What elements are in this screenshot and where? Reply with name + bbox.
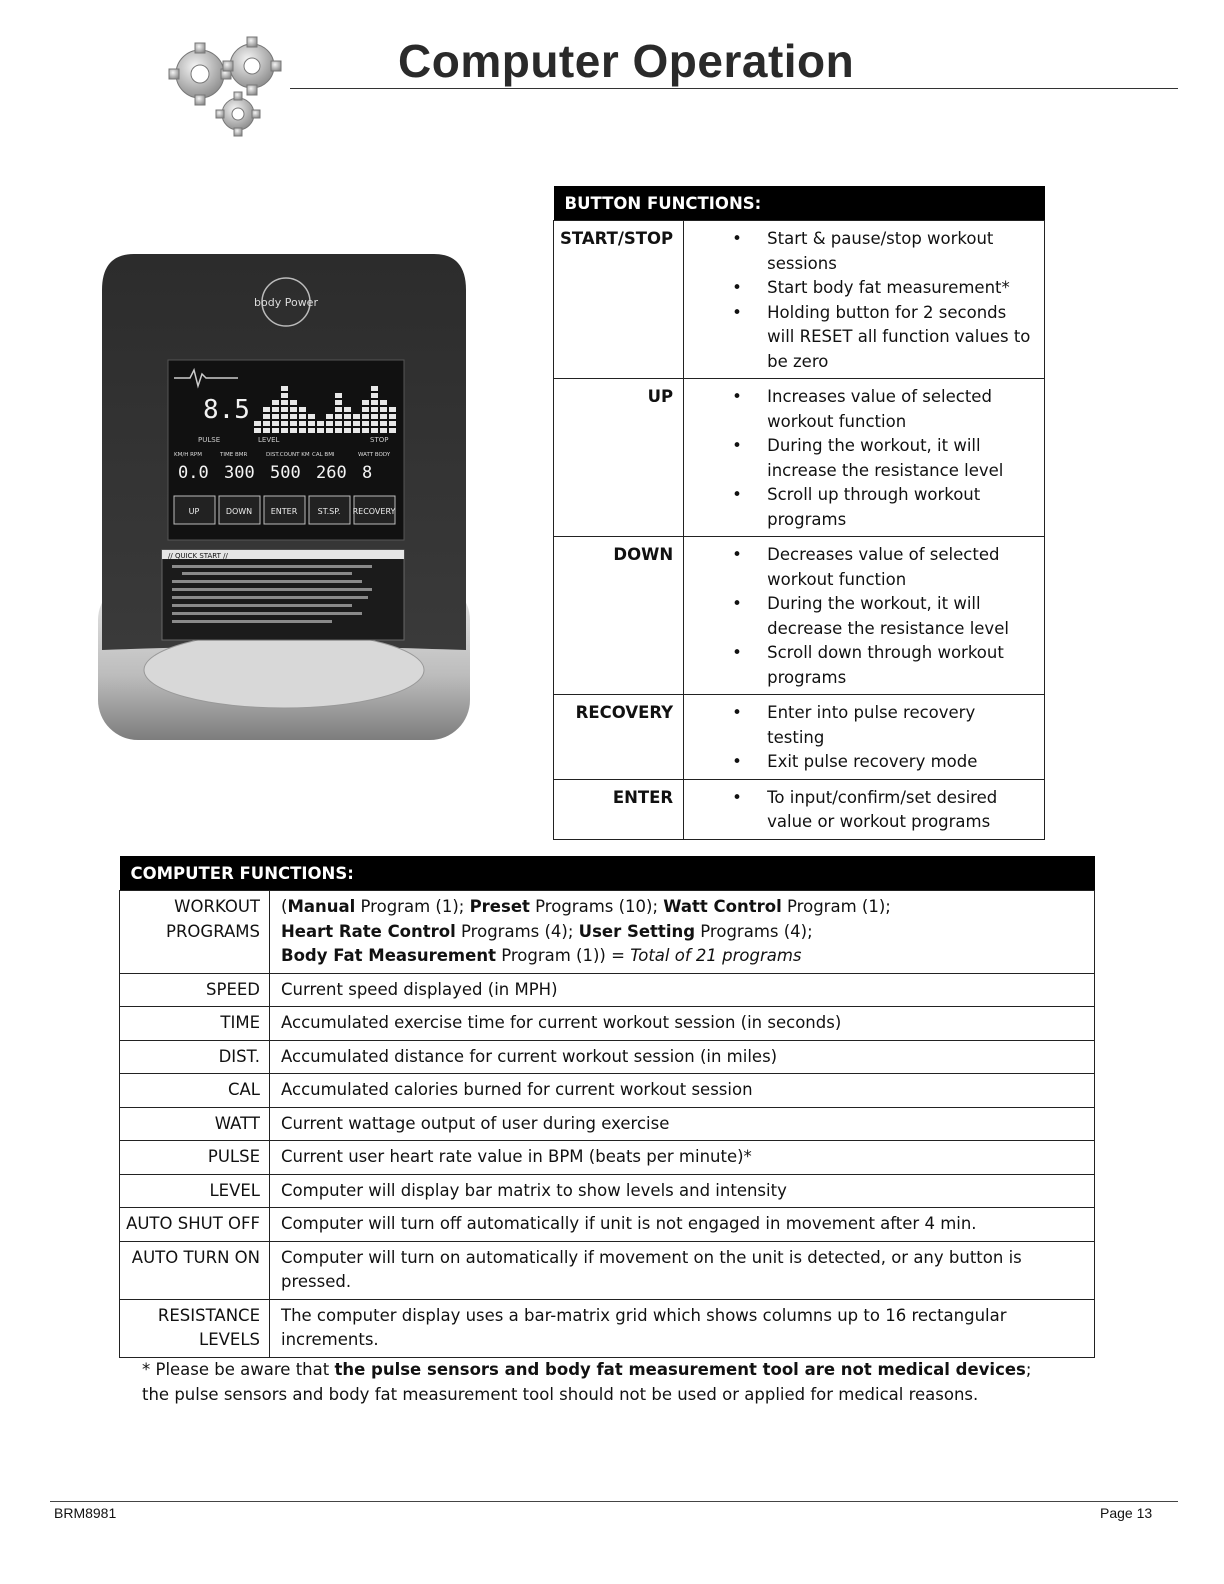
page-title: Computer Operation: [398, 35, 855, 87]
table-row: [120, 1074, 1095, 1108]
bullet-list: [684, 227, 1036, 374]
console-image: [98, 250, 470, 740]
bullet-icon: •: [732, 594, 742, 613]
quick-start-label: // QUICK START //: [168, 552, 228, 560]
function-name: TIME: [120, 1007, 270, 1041]
console-button-label: ENTER: [270, 507, 298, 516]
function-name: RESISTANCE LEVELS: [120, 1299, 270, 1357]
list-item-text: Enter into pulse recovery testing: [767, 703, 976, 747]
console-button-label: RECOVERY: [352, 507, 396, 516]
level-bar-segment: [254, 428, 261, 433]
lcd-readout: 300: [224, 463, 255, 483]
level-bar-segment: [290, 400, 297, 405]
level-bar-segment: [335, 428, 342, 433]
level-bar-segment: [299, 421, 306, 426]
gear-icon: [169, 37, 281, 136]
bullet-list: [684, 543, 1036, 690]
function-description: (Manual Program (1); Preset Programs (10); Watt Control Program (1); Heart Rate Control Programs (4); User Setting Programs (4); Body Fat Measurement Program (1)) = Total of 21 programs: [270, 891, 1095, 974]
level-bar-segment: [389, 428, 396, 433]
level-bar-segment: [281, 421, 288, 426]
list-item: [684, 385, 1036, 434]
level-bar-segment: [371, 421, 378, 426]
level-bar-segment: [326, 414, 333, 419]
bullet-list: [684, 786, 1036, 835]
level-bar-segment: [371, 400, 378, 405]
level-bar-segment: [389, 414, 396, 419]
gears-logo: [160, 22, 290, 142]
level-bar-segment: [272, 421, 279, 426]
button-functions-table: [553, 186, 1045, 840]
function-name: SPEED: [120, 973, 270, 1007]
function-description: Accumulated calories burned for current workout session: [270, 1074, 1095, 1108]
button-name: START/STOP: [554, 221, 684, 379]
level-bar-segment: [389, 407, 396, 412]
bullet-icon: •: [732, 278, 742, 297]
list-item-text: Increases value of selected workout function: [767, 387, 992, 431]
level-bar-segment: [380, 428, 387, 433]
console-button-label: DOWN: [225, 507, 253, 516]
list-item-text: Scroll down through workout programs: [767, 643, 1004, 687]
list-item: [684, 276, 1036, 301]
button-name: DOWN: [554, 537, 684, 695]
bullet-icon: •: [732, 752, 742, 771]
level-bar-segment: [326, 421, 333, 426]
table-row: [120, 1141, 1095, 1175]
function-description: Current speed displayed (in MPH): [270, 973, 1095, 1007]
bullet-list: [684, 385, 1036, 532]
button-functions-heading: BUTTON FUNCTIONS:: [554, 186, 1045, 221]
level-bar-segment: [335, 407, 342, 412]
list-item: [684, 750, 1036, 775]
table-row: [554, 695, 1045, 780]
level-bar-segment: [362, 428, 369, 433]
level-bar-segment: [353, 428, 360, 433]
level-bar-segment: [281, 407, 288, 412]
level-bar-segment: [263, 421, 270, 426]
bullet-icon: •: [732, 229, 742, 248]
function-description: Current user heart rate value in BPM (beats per minute)*: [270, 1141, 1095, 1175]
console-button-label: UP: [188, 507, 200, 516]
page-number: Page 13: [1100, 1505, 1153, 1521]
function-description: Computer will turn on automatically if movement on the unit is detected, or any button is pressed.: [270, 1241, 1095, 1299]
button-description: [684, 221, 1045, 379]
table-row: [120, 973, 1095, 1007]
lcd-label-pulse: PULSE: [198, 436, 221, 444]
console-handle: [144, 632, 424, 708]
bullet-icon: •: [732, 787, 742, 807]
list-item-text: During the workout, it will increase the resistance level: [767, 436, 1004, 480]
function-description: Accumulated exercise time for current workout session (in seconds): [270, 1007, 1095, 1041]
function-name: WATT: [120, 1107, 270, 1141]
table-row: [120, 1040, 1095, 1074]
lcd-label-stop: STOP: [370, 436, 389, 444]
table-row: [554, 379, 1045, 537]
level-bar-segment: [335, 421, 342, 426]
level-bar-segment: [272, 428, 279, 433]
list-item-text: Exit pulse recovery mode: [767, 752, 978, 771]
model-number: BRM8981: [54, 1505, 117, 1521]
bullet-icon: •: [732, 545, 742, 564]
level-bar-segment: [371, 428, 378, 433]
level-bar-segment: [308, 421, 315, 426]
lcd-button-row: [174, 496, 396, 524]
level-bar-segment: [281, 414, 288, 419]
bullet-icon: •: [732, 387, 742, 406]
function-description: Current wattage output of user during exercise: [270, 1107, 1095, 1141]
button-description: [684, 379, 1045, 537]
level-bar-segment: [344, 421, 351, 426]
lcd-column-label: DIST.COUNT KM: [266, 452, 310, 458]
list-item: [684, 301, 1036, 375]
level-bar-segment: [281, 393, 288, 398]
level-bar-segment: [263, 414, 270, 419]
level-bar-segment: [272, 407, 279, 412]
table-row: [120, 1174, 1095, 1208]
list-item-text: To input/confirm/set desired value or workout programs: [767, 787, 998, 831]
table-row: [120, 891, 1095, 974]
bullet-list: [684, 701, 1036, 775]
button-description: [684, 537, 1045, 695]
level-bar-segment: [344, 414, 351, 419]
table-row: [120, 1241, 1095, 1299]
level-bar-segment: [263, 428, 270, 433]
console-button-label: ST.SP.: [317, 507, 341, 516]
level-bar-segment: [380, 414, 387, 419]
level-bar-segment: [371, 393, 378, 398]
lcd-column-label: TIME BMR: [220, 452, 248, 458]
lcd-column-label: WATT BODY: [358, 452, 391, 458]
bullet-icon: •: [732, 436, 742, 455]
level-bar-segment: [272, 414, 279, 419]
level-bar-segment: [290, 414, 297, 419]
level-bar-segment: [353, 414, 360, 419]
list-item: [684, 227, 1036, 276]
level-bar-segment: [281, 428, 288, 433]
level-bar-segment: [317, 421, 324, 426]
level-bar-segment: [281, 400, 288, 405]
table-row: [554, 221, 1045, 379]
list-item-text: Start & pause/stop workout sessions: [767, 229, 994, 273]
lcd-label-level: LEVEL: [258, 436, 280, 444]
level-bar-segment: [290, 407, 297, 412]
table-row: [554, 779, 1045, 839]
lcd-column-label: CAL BMI: [312, 452, 335, 458]
button-name: UP: [554, 379, 684, 537]
level-bar-segment: [380, 400, 387, 405]
lcd-column-label: KM/H RPM: [174, 452, 202, 458]
list-item: [684, 483, 1036, 532]
level-bar-segment: [326, 428, 333, 433]
list-item: [684, 592, 1036, 641]
list-item: [684, 701, 1036, 750]
lcd-readout: 500: [270, 463, 301, 483]
title-divider: [290, 88, 1178, 89]
quick-start-panel: [162, 550, 404, 640]
function-description: Computer will turn off automatically if unit is not engaged in movement after 4 min.: [270, 1208, 1095, 1242]
level-bar-segment: [371, 386, 378, 391]
level-bar-segment: [299, 414, 306, 419]
function-name: WORKOUT PROGRAMS: [120, 891, 270, 974]
bullet-icon: •: [732, 703, 742, 722]
list-item-text: Holding button for 2 seconds will RESET all function values to be zero: [767, 302, 1031, 371]
list-item-text: During the workout, it will decrease the resistance level: [767, 594, 1009, 638]
function-description: The computer display uses a bar-matrix grid which shows columns up to 16 rectangular increments.: [270, 1299, 1095, 1357]
list-item: [684, 543, 1036, 592]
level-bar-segment: [335, 393, 342, 398]
level-bar-segment: [353, 421, 360, 426]
level-bar-segment: [335, 400, 342, 405]
level-bar-segment: [263, 407, 270, 412]
lcd-readout: 0.0: [178, 463, 209, 483]
level-bar-segment: [335, 414, 342, 419]
function-name: CAL: [120, 1074, 270, 1108]
function-name: AUTO SHUT OFF: [120, 1208, 270, 1242]
table-row: [554, 537, 1045, 695]
function-description: Accumulated distance for current workout session (in miles): [270, 1040, 1095, 1074]
function-name: DIST.: [120, 1040, 270, 1074]
list-item-text: Decreases value of selected workout function: [767, 545, 1000, 589]
function-name: LEVEL: [120, 1174, 270, 1208]
button-description: [684, 779, 1045, 839]
level-bar-segment: [254, 421, 261, 426]
function-description: Computer will display bar matrix to show levels and intensity: [270, 1174, 1095, 1208]
level-bar-segment: [308, 414, 315, 419]
level-bar-segment: [362, 407, 369, 412]
list-item: [684, 434, 1036, 483]
lcd-readout: 260: [316, 463, 347, 483]
level-bar-segment: [290, 421, 297, 426]
bullet-icon: •: [732, 485, 742, 504]
level-bar-segment: [299, 407, 306, 412]
footer-divider: [50, 1501, 1178, 1502]
level-bar-segment: [290, 428, 297, 433]
level-bar-segment: [272, 400, 279, 405]
level-bar-segment: [371, 407, 378, 412]
level-bar-segment: [362, 400, 369, 405]
button-name: RECOVERY: [554, 695, 684, 780]
list-item-text: Start body fat measurement*: [767, 278, 1010, 297]
level-bar-segment: [362, 414, 369, 419]
function-name: AUTO TURN ON: [120, 1241, 270, 1299]
level-bar-segment: [380, 407, 387, 412]
button-name: ENTER: [554, 779, 684, 839]
level-bar-segment: [299, 428, 306, 433]
list-item-text: Scroll up through workout programs: [767, 485, 981, 529]
level-bar-segment: [344, 428, 351, 433]
table-row: [120, 1107, 1095, 1141]
level-bar-segment: [317, 428, 324, 433]
computer-functions-table: [119, 856, 1095, 1358]
pulse-readout: 8.5: [203, 395, 250, 425]
level-bar-segment: [308, 428, 315, 433]
bullet-icon: •: [732, 302, 742, 322]
brand-text: body Power: [254, 296, 318, 309]
bullet-icon: •: [732, 643, 742, 662]
level-bar-segment: [371, 414, 378, 419]
list-item: [684, 641, 1036, 690]
table-row: [120, 1007, 1095, 1041]
lcd-readout: 8: [362, 463, 373, 483]
level-bar-segment: [362, 421, 369, 426]
table-row: [120, 1208, 1095, 1242]
level-bar-segment: [380, 421, 387, 426]
level-bar-segment: [281, 386, 288, 391]
level-bar-segment: [389, 421, 396, 426]
medical-disclaimer: * Please be aware that the pulse sensors and body fat measurement tool are not medical devices; the pulse sensors and body fat measurement tool should not be used or applied for medical reasons.: [142, 1360, 1032, 1404]
button-description: [684, 695, 1045, 780]
function-name: PULSE: [120, 1141, 270, 1175]
table-row: [120, 1299, 1095, 1357]
list-item: [684, 786, 1036, 835]
computer-functions-heading: COMPUTER FUNCTIONS:: [120, 856, 1095, 891]
level-bar-segment: [344, 407, 351, 412]
